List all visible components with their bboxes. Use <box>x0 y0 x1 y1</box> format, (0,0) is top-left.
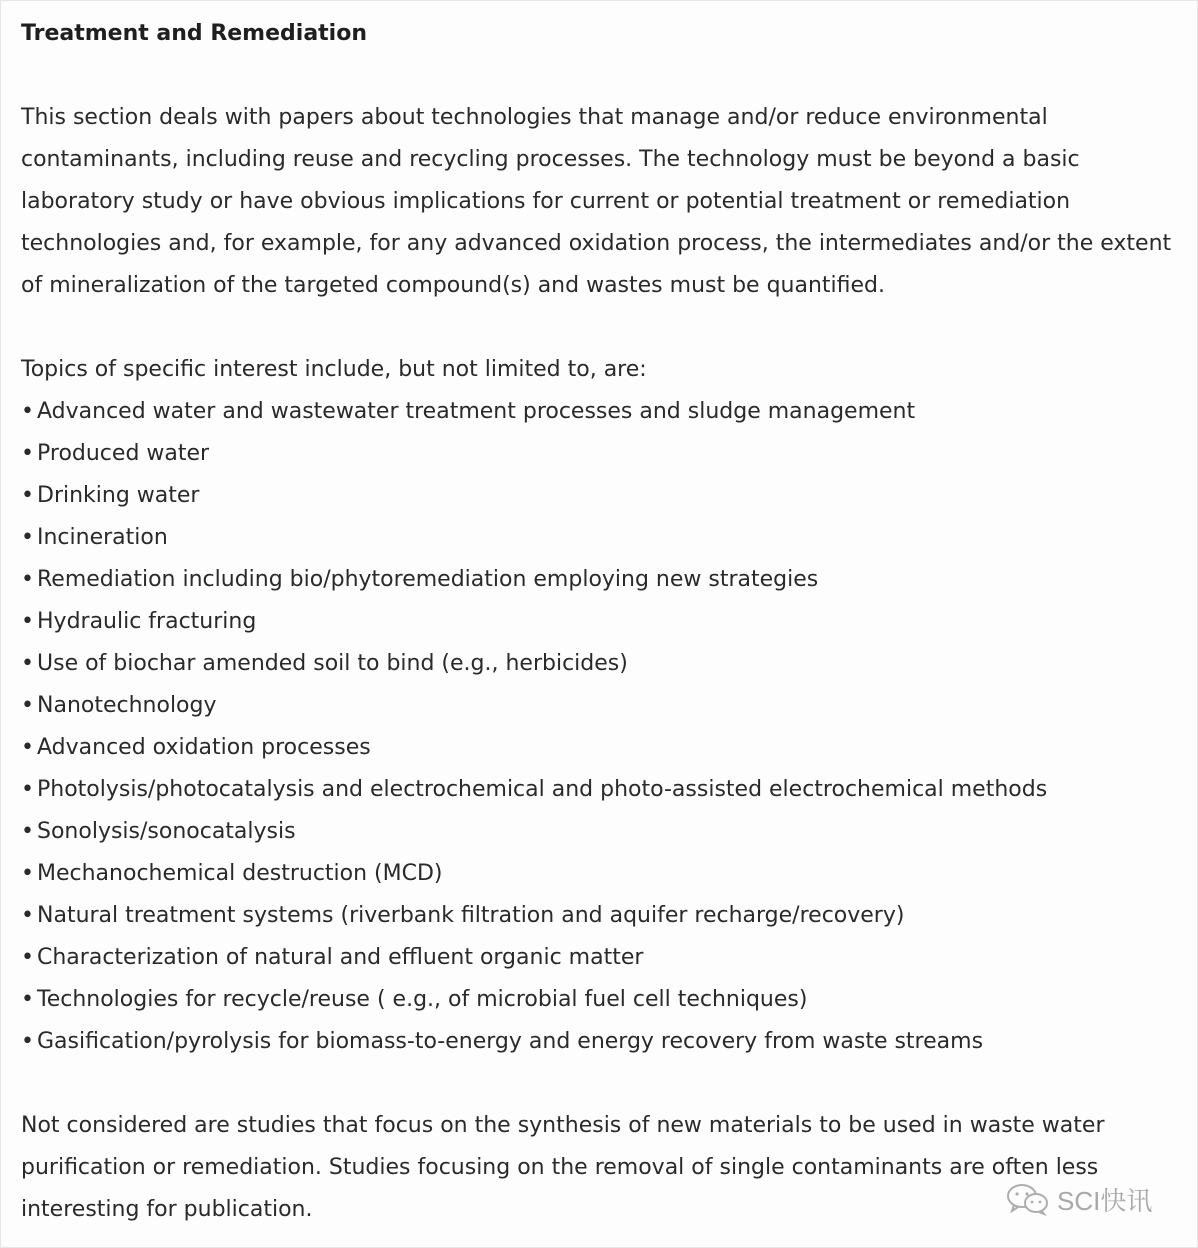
topic-label: Produced water <box>37 441 210 466</box>
bullet-icon: • <box>21 399 34 424</box>
topic-label: Characterization of natural and effluent organic matter <box>37 945 644 970</box>
topics-intro: Topics of specific interest include, but not limited to, are: <box>21 357 647 382</box>
wechat-icon <box>1005 1182 1051 1216</box>
topic-label: Technologies for recycle/reuse ( e.g., of microbial fuel cell techniques) <box>37 987 808 1012</box>
topic-item <box>21 391 1181 433</box>
topic-label: Advanced oxidation processes <box>37 735 371 760</box>
topic-label: Natural treatment systems (riverbank filtration and aquifer recharge/recovery) <box>37 903 905 928</box>
watermark <box>1005 1179 1152 1219</box>
topic-item <box>21 811 1181 853</box>
topic-label: Incineration <box>37 525 168 550</box>
topic-item <box>21 727 1181 769</box>
topic-item <box>21 769 1181 811</box>
topic-label: Hydraulic fracturing <box>37 609 257 634</box>
topic-item <box>21 895 1181 937</box>
topic-item <box>21 1021 1181 1063</box>
watermark-text: SCI快讯 <box>1057 1185 1153 1216</box>
bullet-icon: • <box>21 987 34 1012</box>
bullet-icon: • <box>21 693 34 718</box>
topic-item <box>21 475 1181 517</box>
bullet-icon: • <box>21 861 34 886</box>
topic-item <box>21 601 1181 643</box>
topic-label: Sonolysis/sonocatalysis <box>37 819 296 844</box>
bullet-icon: • <box>21 525 34 550</box>
bullet-icon: • <box>21 735 34 760</box>
section-heading: Treatment and Remediation <box>21 21 367 46</box>
topic-label: Drinking water <box>37 483 200 508</box>
topic-item <box>21 937 1181 979</box>
topic-label: Photolysis/photocatalysis and electrochemical and photo-assisted electrochemical methods <box>37 777 1048 802</box>
topic-item <box>21 433 1181 475</box>
bullet-icon: • <box>21 441 34 466</box>
closing-paragraph: Not considered are studies that focus on the synthesis of new materials to be used in waste water purification or remediation. Studies focusing on the removal of single contaminants are often less interesting for publication. <box>21 1113 1105 1222</box>
topic-item <box>21 979 1181 1021</box>
topic-label: Remediation including bio/phytoremediation employing new strategies <box>37 567 819 592</box>
bullet-icon: • <box>21 819 34 844</box>
topic-label: Advanced water and wastewater treatment processes and sludge management <box>37 399 916 424</box>
bullet-icon: • <box>21 483 34 508</box>
topic-item <box>21 685 1181 727</box>
intro-paragraph: This section deals with papers about technologies that manage and/or reduce environmental contaminants, including reuse and recycling processes. The technology must be beyond a basic laboratory study or have obvious implications for current or potential treatment or remediation technologies and, for example, for any advanced oxidation process, the intermediates and/or the extent of mineralization of the targeted compound(s) and wastes must be quantified. <box>21 105 1172 298</box>
topic-label: Mechanochemical destruction (MCD) <box>37 861 443 886</box>
bullet-icon: • <box>21 777 34 802</box>
bullet-icon: • <box>21 609 34 634</box>
topic-label: Gasification/pyrolysis for biomass-to-energy and energy recovery from waste streams <box>37 1029 984 1054</box>
topic-item <box>21 853 1181 895</box>
bullet-icon: • <box>21 945 34 970</box>
topic-item <box>21 517 1181 559</box>
topic-item <box>21 559 1181 601</box>
topic-label: Use of biochar amended soil to bind (e.g., herbicides) <box>37 651 628 676</box>
bullet-icon: • <box>21 651 34 676</box>
topic-label: Nanotechnology <box>37 693 217 718</box>
bullet-icon: • <box>21 567 34 592</box>
bullet-icon: • <box>21 1029 34 1054</box>
topic-item <box>21 643 1181 685</box>
bullet-icon: • <box>21 903 34 928</box>
topics-list <box>21 391 1181 1063</box>
